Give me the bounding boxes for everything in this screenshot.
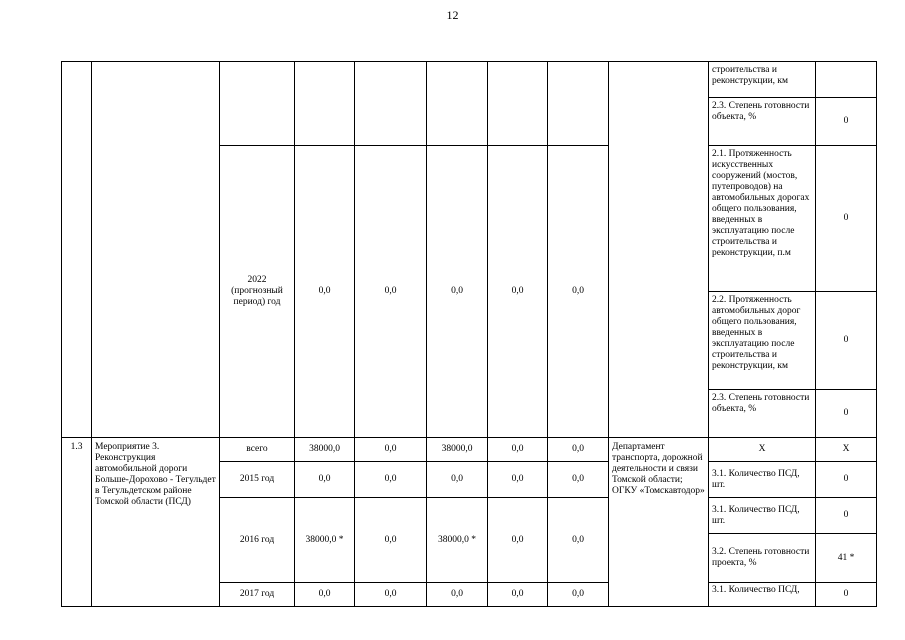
indicator-value-cell: 0	[816, 462, 877, 498]
program-table-measure-1-3	[61, 437, 877, 607]
number-cell	[62, 62, 92, 438]
amount-cell: 0,0	[295, 462, 355, 498]
measure-number-cell: 1.3	[62, 438, 92, 607]
page-number: 12	[446, 8, 459, 22]
indicator-cell: 2.3. Степень готовности объекта, %	[709, 98, 816, 146]
executor-cell	[609, 62, 709, 438]
amount-cell: 0,0	[488, 498, 548, 583]
amount-cell	[488, 62, 548, 146]
year-cell: 2016 год	[220, 498, 295, 583]
measure-name-cell: Мероприятие 3. Реконструкция автомобильной дороги Больше-Дорохово - Тегульдет в Тегульдетском районе Томской области (ПСД)	[92, 438, 220, 607]
executor-cell: Департамент транспорта, дорожной деятельности и связи Томской области; ОГКУ «Томскавтодор»	[609, 438, 709, 607]
amount-cell: 0,0	[355, 462, 427, 498]
amount-cell: 38000,0 *	[427, 498, 488, 583]
amount-cell: 0,0	[548, 438, 609, 462]
amount-cell: 0,0	[295, 146, 355, 438]
indicator-cell: 2.3. Степень готовности объекта, %	[709, 390, 816, 438]
indicator-cell: 3.1. Количество ПСД,	[709, 583, 816, 607]
year-cell	[220, 62, 295, 146]
amount-cell: 0,0	[295, 583, 355, 607]
amount-cell: 0,0	[427, 146, 488, 438]
year-cell: 2017 год	[220, 583, 295, 607]
amount-cell	[548, 62, 609, 146]
indicator-cell: 3.1. Количество ПСД, шт.	[709, 462, 816, 498]
indicator-value-cell: X	[816, 438, 877, 462]
amount-cell: 0,0	[548, 498, 609, 583]
indicator-value-cell: 0	[816, 390, 877, 438]
amount-cell: 0,0	[488, 146, 548, 438]
program-table	[61, 61, 877, 438]
amount-cell: 38000,0	[427, 438, 488, 462]
year-cell: 2015 год	[220, 462, 295, 498]
amount-cell: 0,0	[427, 583, 488, 607]
amount-cell: 0,0	[427, 462, 488, 498]
amount-cell: 0,0	[488, 462, 548, 498]
year-cell: всего	[220, 438, 295, 462]
amount-cell	[355, 62, 427, 146]
indicator-value-cell: 0	[816, 98, 877, 146]
indicator-cell: строительства и реконструкции, км	[709, 62, 816, 98]
amount-cell	[295, 62, 355, 146]
amount-cell: 0,0	[548, 146, 609, 438]
indicator-cell: 3.2. Степень готовности проекта, %	[709, 534, 816, 583]
table-row	[62, 62, 877, 98]
amount-cell: 0,0	[355, 583, 427, 607]
amount-cell: 0,0	[355, 438, 427, 462]
table-row	[62, 438, 877, 462]
indicator-value-cell	[816, 62, 877, 98]
amount-cell: 0,0	[355, 146, 427, 438]
indicator-value-cell: 0	[816, 583, 877, 607]
indicator-cell: 2.2. Протяженность автомобильных дорог общего пользования, введенных в эксплуатацию после строительства и реконструкции, км	[709, 292, 816, 390]
indicator-value-cell: 0	[816, 146, 877, 292]
amount-cell: 0,0	[488, 438, 548, 462]
indicator-cell: X	[709, 438, 816, 462]
amount-cell: 38000,0 *	[295, 498, 355, 583]
amount-cell: 0,0	[488, 583, 548, 607]
amount-cell	[427, 62, 488, 146]
indicator-value-cell: 41 *	[816, 534, 877, 583]
indicator-cell: 3.1. Количество ПСД, шт.	[709, 498, 816, 534]
year-cell: 2022 (прогнозный период) год	[220, 146, 295, 438]
indicator-value-cell: 0	[816, 292, 877, 390]
measure-name-cell	[92, 62, 220, 438]
amount-cell: 38000,0	[295, 438, 355, 462]
amount-cell: 0,0	[548, 462, 609, 498]
indicator-cell: 2.1. Протяженность искусственных сооружений (мостов, путепроводов) на автомобильных дорогах общего пользования, введенных в эксплуатацию после строительства и реконструкции, п.м	[709, 146, 816, 292]
amount-cell: 0,0	[548, 583, 609, 607]
indicator-value-cell: 0	[816, 498, 877, 534]
amount-cell: 0,0	[355, 498, 427, 583]
